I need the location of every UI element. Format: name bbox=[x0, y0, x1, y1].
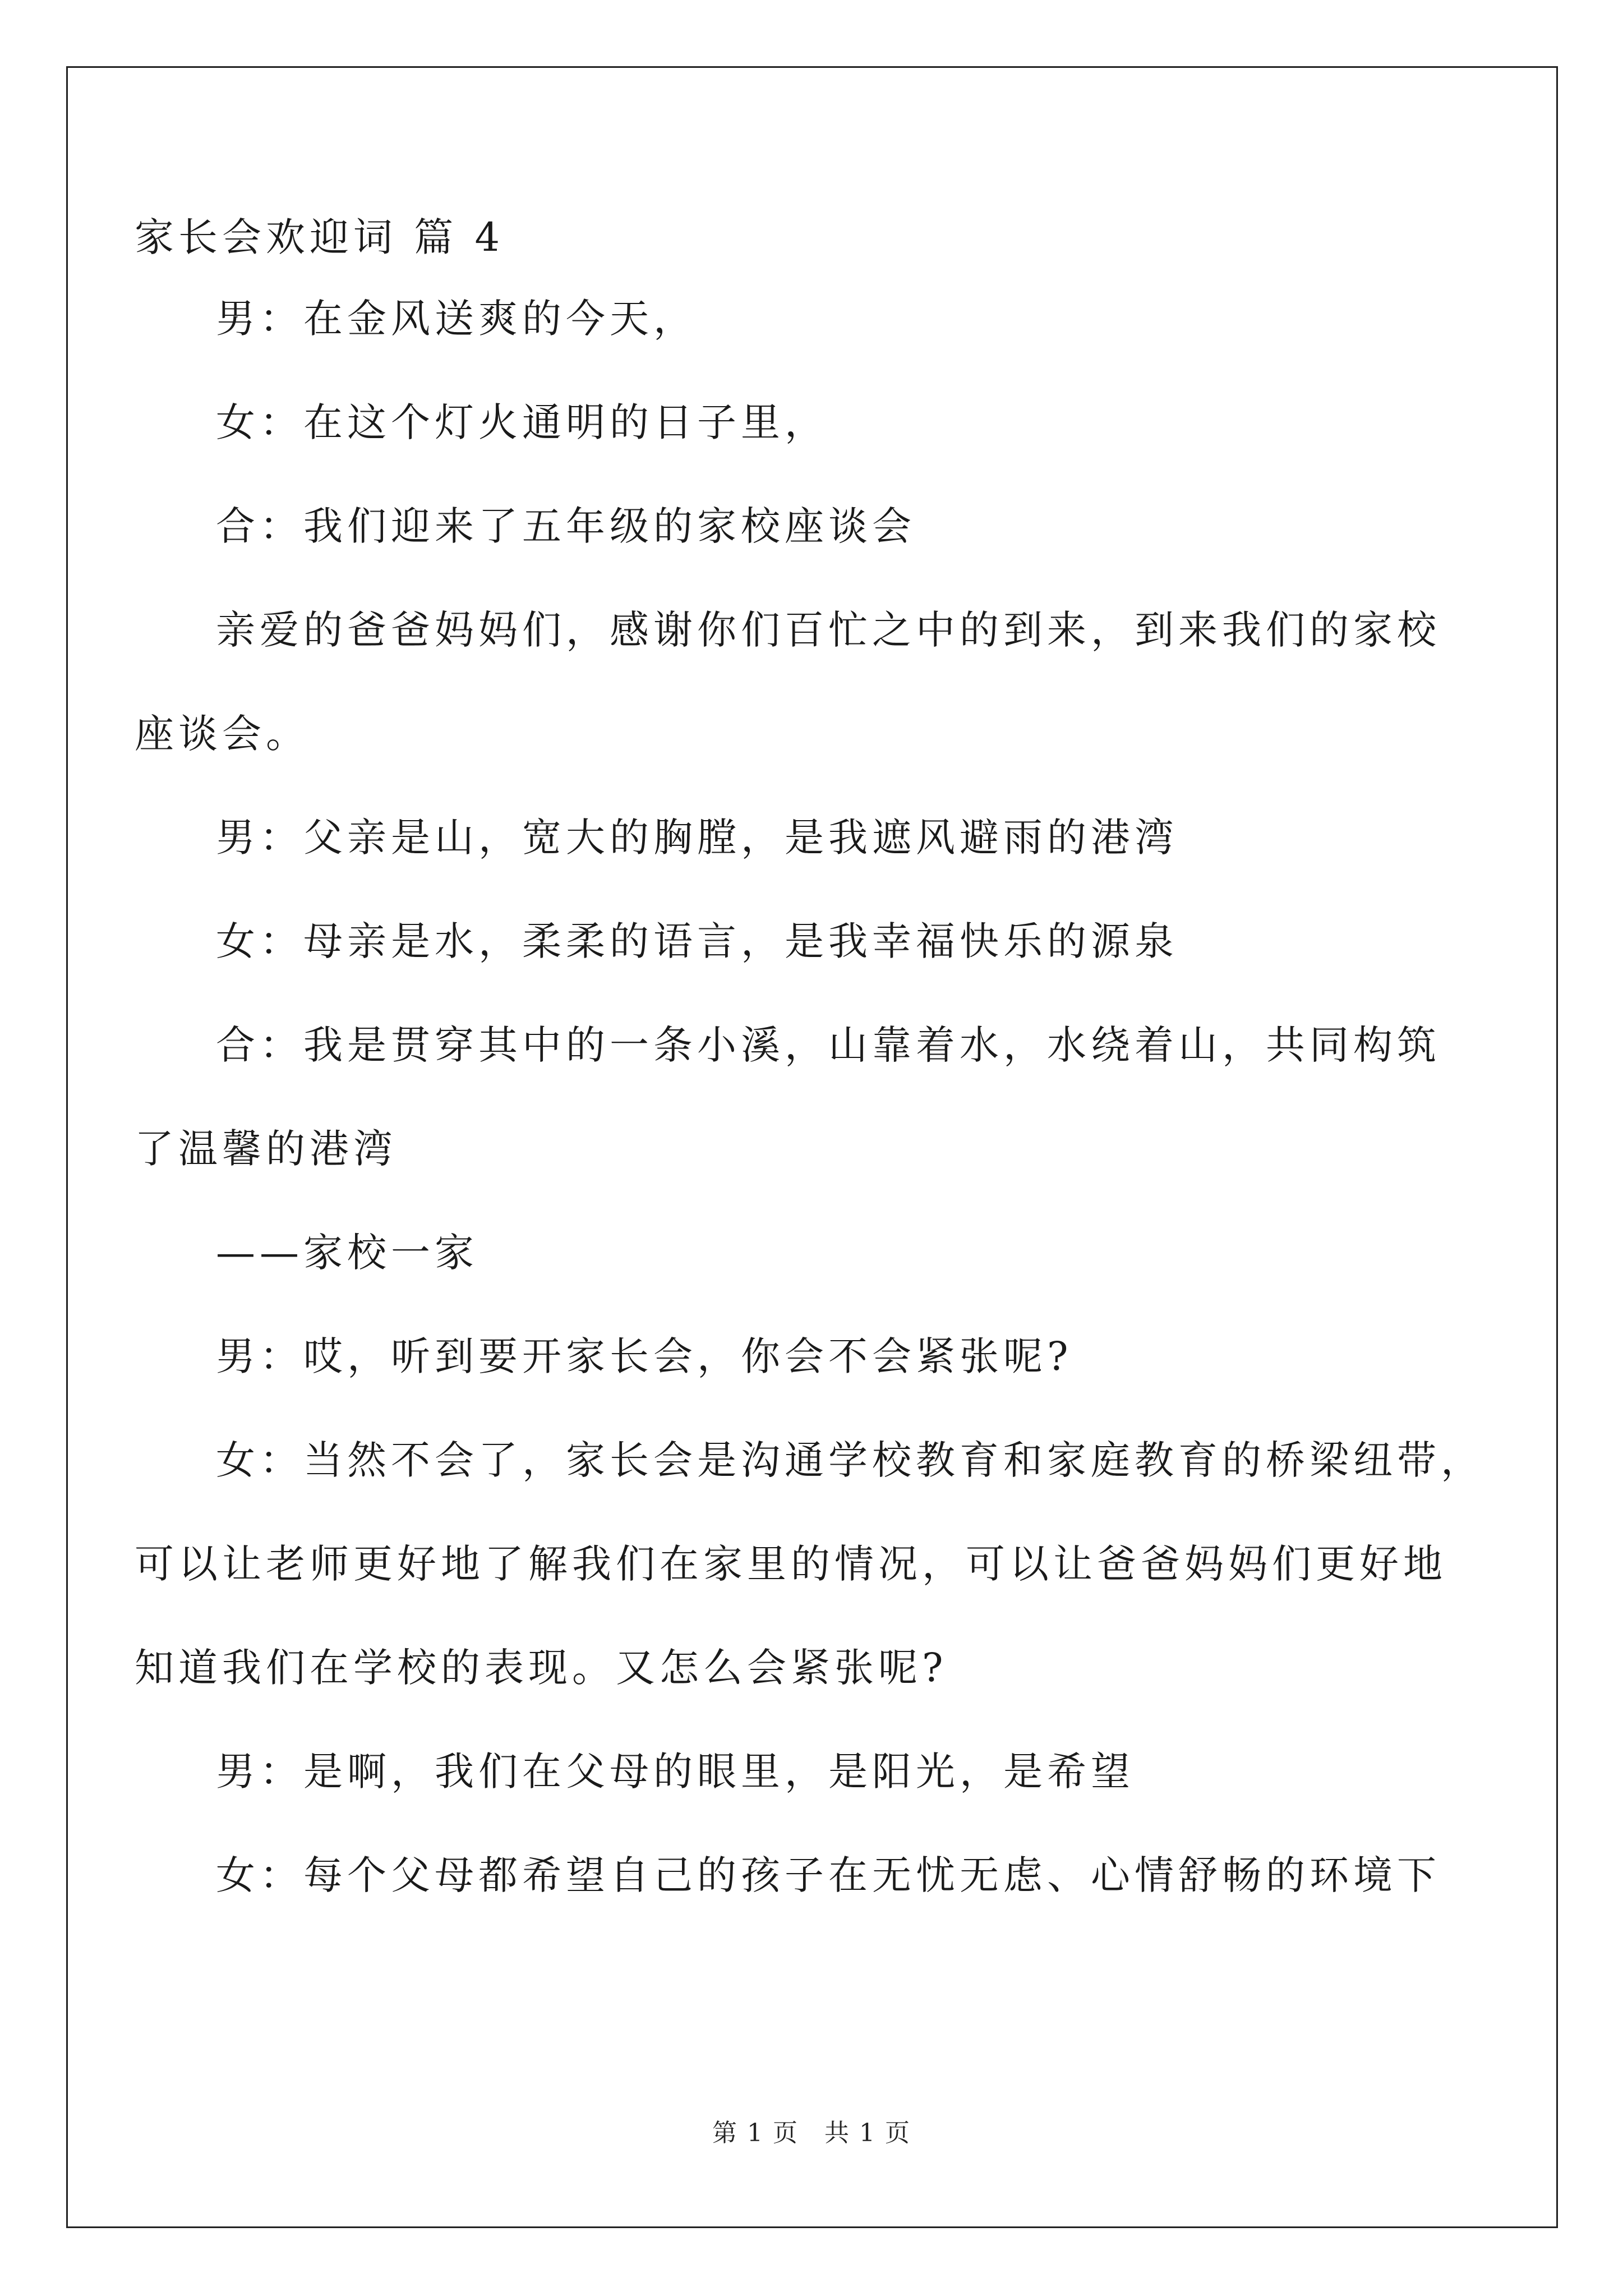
paragraph-line: 亲爱的爸爸妈妈们，感谢你们百忙之中的到来，到来我们的家校 bbox=[216, 607, 1441, 653]
paragraph-line: 女：每个父母都希望自己的孩子在无忧无虑、心情舒畅的环境下 bbox=[216, 1852, 1441, 1898]
paragraph-line: ——家校一家 bbox=[216, 1230, 478, 1276]
paragraph-line: 男：是啊，我们在父母的眼里，是阳光，是希望 bbox=[216, 1749, 1135, 1795]
paragraph-line: 合：我们迎来了五年级的家校座谈会 bbox=[216, 503, 916, 549]
paragraph-line: 可以让老师更好地了解我们在家里的情况，可以让爸爸妈妈们更好地 bbox=[135, 1541, 1447, 1587]
paragraph-line: 座谈会。 bbox=[135, 711, 310, 757]
paragraph-line: 男：哎，听到要开家长会，你会不会紧张呢? bbox=[216, 1333, 1073, 1379]
paragraph-line: 合：我是贯穿其中的一条小溪，山靠着水，水绕着山，共同构筑 bbox=[216, 1022, 1441, 1068]
paragraph-line: 男：父亲是山，宽大的胸膛，是我遮风避雨的港湾 bbox=[216, 815, 1178, 861]
paragraph-line: 了温馨的港湾 bbox=[135, 1126, 397, 1172]
paragraph-line: 女：在这个灯火通明的日子里， bbox=[216, 399, 828, 445]
paragraph-line: 知道我们在学校的表现。又怎么会紧张呢? bbox=[135, 1645, 948, 1691]
paragraph-line: 女：当然不会了，家长会是沟通学校教育和家庭教育的桥梁纽带， bbox=[216, 1437, 1484, 1483]
paragraph-line: 男：在金风送爽的今天， bbox=[216, 296, 697, 342]
document-title: 家长会欢迎词 篇 4 bbox=[135, 214, 505, 260]
paragraph-line: 女：母亲是水，柔柔的语言，是我幸福快乐的源泉 bbox=[216, 918, 1178, 964]
page-footer: 第 1 页 共 1 页 bbox=[712, 2119, 911, 2147]
